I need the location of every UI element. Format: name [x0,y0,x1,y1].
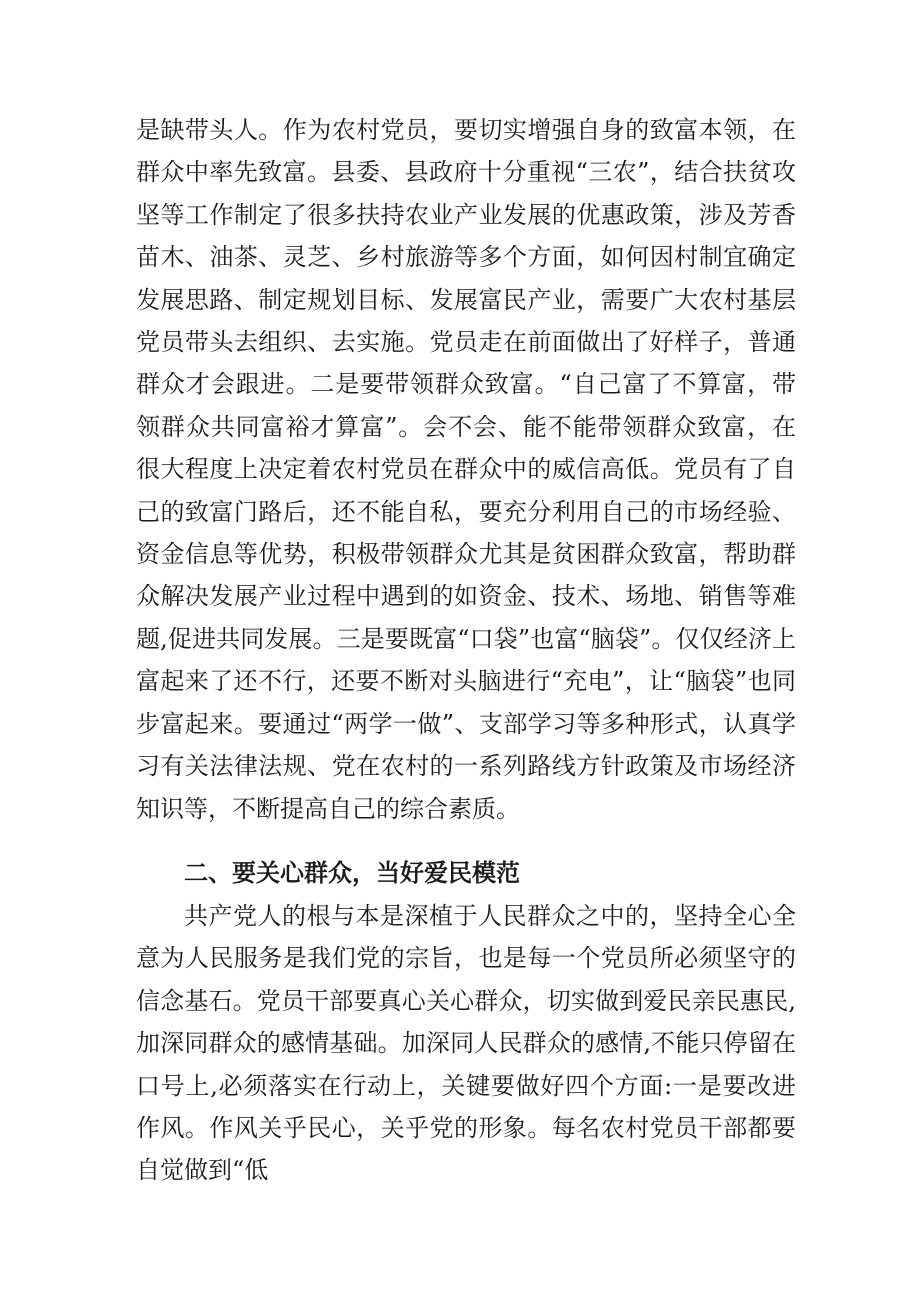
body-paragraph: 是缺带头人。作为农村党员，要切实增强自身的致富本领，在群众中率先致富。县委、县政府十分重视“三农”，结合扶贫攻坚等工作制定了很多扶持农业产业发展的优惠政策，涉及芳香苗木、油茶、灵芝、乡村旅游等多个方面，如何因村制宜确定发展思路、制定规划目标、发展富民产业，需要广大农村基层党员带头去组织、去实施。党员走在前面做出了好样子，普通群众才会跟进。二是要带领群众致富。“自己富了不算富，带领群众共同富裕才算富”。会不会、能不能带领群众致富，在很大程度上决定着农村党员在群众中的威信高低。党员有了自己的致富门路后，还不能自私，要充分利用自己的市场经验、资金信息等优势，积极带领群众尤其是贫困群众致富，帮助群众解决发展产业过程中遇到的如资金、技术、场地、销售等难题,促进共同发展。三是要既富“口袋”也富“脑袋”。仅仅经济上富起来了还不行，还要不断对头脑进行“充电”，让“脑袋”也同步富起来。要通过“两学一做”、支部学习等多种形式，认真学习有关法律法规、党在农村的一系列路线方针政策及市场经济知识等，不断提高自己的综合素质。 [136,116,796,823]
section-heading: 二、要关心群众，当好爱民模范 [184,859,520,887]
body-paragraph: 共产党人的根与本是深植于人民群众之中的，坚持全心全意为人民服务是我们党的宗旨，也是每一个党员所必须坚守的信念基石。党员干部要真心关心群众，切实做到爱民亲民惠民,加深同群众的感情基础。加深同人民群众的感情,不能只停留在口号上,必须落实在行动上，关键要做好四个方面:一是要改进作风。作风关乎民心，关乎党的形象。每名农村党员干部都要自觉做到“低 [136,902,796,1185]
